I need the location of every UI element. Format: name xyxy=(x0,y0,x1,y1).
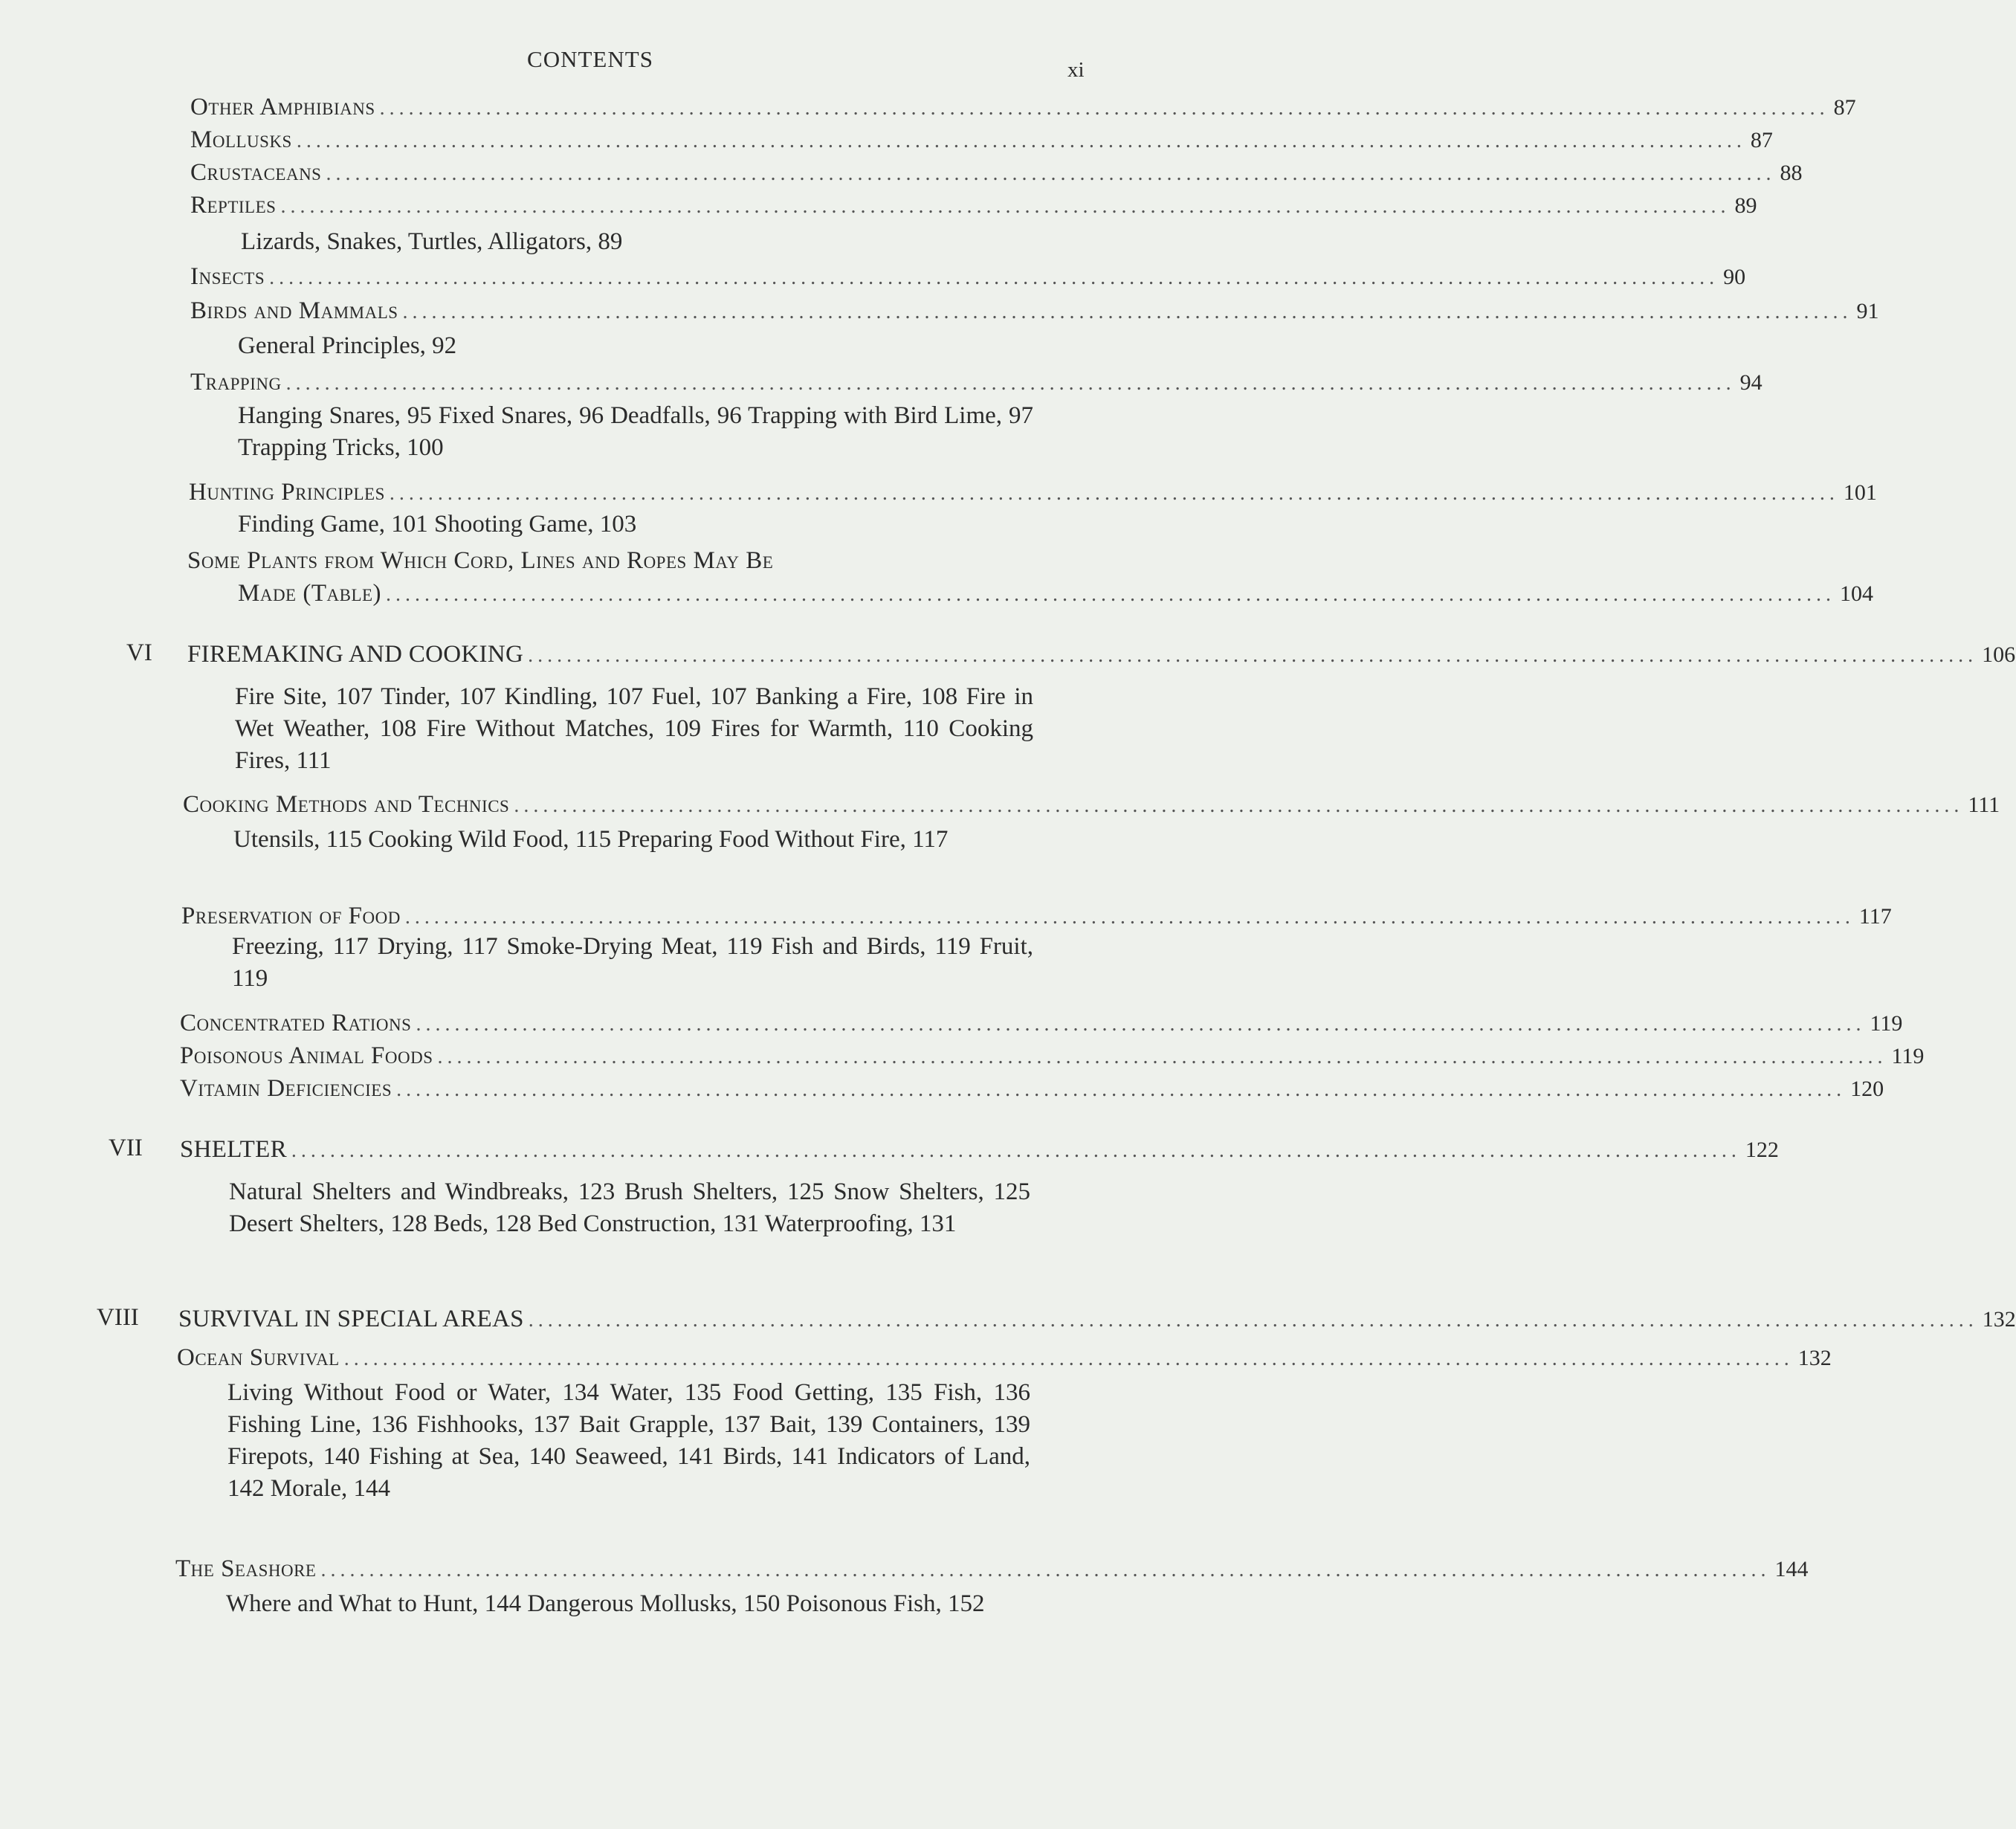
toc-entry-page: 122 xyxy=(1745,1138,1779,1162)
dot-leader: ...................................................................................................................................................... xyxy=(386,583,1836,606)
toc-entry-label: Other Amphibians xyxy=(190,94,375,120)
toc-entry-label: Preservation of Food xyxy=(181,903,401,929)
toc-entry-plants-cord-cont[interactable] xyxy=(238,578,1874,610)
toc-entry-page: 91 xyxy=(1856,299,1879,323)
dot-leader: ...................................................................................................................................................... xyxy=(528,1309,1978,1332)
toc-entry-label: Trapping xyxy=(190,369,282,396)
toc-entry-page: 89 xyxy=(1734,193,1757,218)
toc-entry-birds-mammals[interactable] xyxy=(190,296,1879,327)
toc-entry-label: Cooking Methods and Technics xyxy=(183,791,510,818)
toc-subentries-birds-mammals: General Principles, 92 xyxy=(238,332,457,359)
dot-leader: ...................................................................................................................................................... xyxy=(396,1078,1847,1101)
toc-entry-page: 117 xyxy=(1858,904,1892,929)
dot-leader: ...................................................................................................................................................... xyxy=(514,794,1964,817)
toc-entry-page: 90 xyxy=(1723,265,1746,289)
dot-leader: ...................................................................................................................................................... xyxy=(379,97,1829,120)
dot-leader: ...................................................................................................................................................... xyxy=(285,372,1736,395)
dot-leader: ...................................................................................................................................................... xyxy=(291,1139,1741,1162)
toc-chapter-shelter[interactable] xyxy=(180,1135,1779,1166)
toc-entry-vitamin-deficiencies[interactable] xyxy=(180,1074,1884,1105)
toc-entry-plants-cord[interactable] xyxy=(187,546,1038,575)
toc-entry-other-amphibians[interactable] xyxy=(190,92,1856,123)
toc-entry-page: 132 xyxy=(1797,1346,1832,1370)
toc-entry-reptiles[interactable] xyxy=(190,190,1757,222)
chapter-title: FIREMAKING AND COOKING xyxy=(187,641,524,668)
toc-entry-cooking-methods[interactable] xyxy=(183,790,2000,821)
toc-entry-label: Mollusks xyxy=(190,126,292,153)
toc-entry-page: 94 xyxy=(1739,370,1763,395)
dot-leader: ...................................................................................................................................................... xyxy=(437,1045,1887,1068)
toc-entry-page: 111 xyxy=(1968,793,2000,817)
chapter-title: SURVIVAL IN SPECIAL AREAS xyxy=(178,1306,524,1332)
toc-subentries-firemaking: Fire Site, 107 Tinder, 107 Kindling, 107 Fuel, 107 Banking a Fire, 108 Fire in Wet Weather, 108 Fire Without Matches, 109 Fires for Warmth, 110 Cooking Fires, 111 xyxy=(235,683,1033,774)
dot-leader: ...................................................................................................................................................... xyxy=(326,162,1776,185)
chapter-number: VII xyxy=(109,1135,143,1161)
dot-leader: ...................................................................................................................................................... xyxy=(404,906,1855,929)
dot-leader: ...................................................................................................................................................... xyxy=(416,1013,1866,1036)
toc-entry-page: 132 xyxy=(1982,1307,2016,1332)
toc-subentries-cooking-methods: Utensils, 115 Cooking Wild Food, 115 Preparing Food Without Fire, 117 xyxy=(233,826,949,853)
toc-chapter-firemaking[interactable] xyxy=(187,639,2016,671)
page-folio: xi xyxy=(1067,58,1085,82)
dot-leader: ...................................................................................................................................................... xyxy=(402,300,1852,323)
toc-entry-poisonous-animal-foods[interactable] xyxy=(180,1041,1925,1072)
toc-subentries-seashore: Where and What to Hunt, 144 Dangerous Mollusks, 150 Poisonous Fish, 152 xyxy=(226,1590,985,1617)
toc-entry-page: 106 xyxy=(1982,642,2016,667)
toc-subentries-reptiles: Lizards, Snakes, Turtles, Alligators, 89 xyxy=(241,228,623,255)
toc-entry-trapping[interactable] xyxy=(190,367,1763,399)
toc-entry-label: Reptiles xyxy=(190,192,277,219)
toc-entry-label: Poisonous Animal Foods xyxy=(180,1042,433,1069)
toc-subentries-ocean: Living Without Food or Water, 134 Water, 135 Food Getting, 135 Fish, 136 Fishing Line, 136 Fishhooks, 137 Bait Grapple, 137 Bait, 139 Containers, 139 Firepots, 140 Fishing at Sea, 140 Seaweed, 141 Birds, 141 Indicators of Land, 142 Morale, 144 xyxy=(227,1379,1030,1502)
toc-entry-page: 119 xyxy=(1891,1044,1925,1068)
toc-entry-crustaceans[interactable] xyxy=(190,158,1803,189)
toc-subentries-trapping: Hanging Snares, 95 Fixed Snares, 96 Deadfalls, 96 Trapping with Bird Lime, 97 Trapping Tricks, 100 xyxy=(238,402,1033,461)
toc-entry-label: Vitamin Deficiencies xyxy=(180,1075,392,1102)
toc-entry-page: 119 xyxy=(1870,1011,1903,1036)
toc-entry-preservation[interactable] xyxy=(181,901,1892,932)
toc-chapter-special-areas[interactable] xyxy=(178,1304,2016,1335)
toc-entry-label: Some Plants from Which Cord, Lines and Ropes May Be xyxy=(187,547,774,574)
toc-entry-hunting-principles[interactable] xyxy=(189,477,1877,509)
toc-entry-seashore[interactable] xyxy=(175,1554,1809,1585)
toc-entry-concentrated-rations[interactable] xyxy=(180,1008,1903,1039)
toc-entry-page: 120 xyxy=(1850,1077,1884,1101)
chapter-number: VI xyxy=(126,639,152,666)
dot-leader: ...................................................................................................................................................... xyxy=(296,129,1746,152)
toc-subentries-preservation: Freezing, 117 Drying, 117 Smoke-Drying Meat, 119 Fish and Birds, 119 Fruit, 119 xyxy=(232,933,1033,992)
dot-leader: ...................................................................................................................................................... xyxy=(343,1347,1794,1370)
toc-entry-mollusks[interactable] xyxy=(190,125,1773,156)
toc-entry-label: Hunting Principles xyxy=(189,479,385,506)
toc-entry-label: Ocean Survival xyxy=(177,1344,340,1371)
running-head: CONTENTS xyxy=(527,46,653,72)
dot-leader: ...................................................................................................................................................... xyxy=(280,195,1731,218)
toc-entry-page: 144 xyxy=(1774,1557,1809,1581)
toc-entry-label: Concentrated Rations xyxy=(180,1010,412,1036)
dot-leader: ...................................................................................................................................................... xyxy=(389,482,1839,505)
toc-entry-label: The Seashore xyxy=(175,1555,317,1582)
chapter-title: SHELTER xyxy=(180,1136,287,1163)
dot-leader: ...................................................................................................................................................... xyxy=(320,1558,1771,1581)
toc-entry-page: 104 xyxy=(1840,581,1874,606)
toc-entry-page: 88 xyxy=(1780,161,1803,185)
toc-subentries-shelter: Natural Shelters and Windbreaks, 123 Brush Shelters, 125 Snow Shelters, 125 Desert Shelters, 128 Beds, 128 Bed Construction, 131 Waterproofing, 131 xyxy=(229,1178,1030,1237)
toc-entry-page: 101 xyxy=(1843,480,1877,505)
chapter-number: VIII xyxy=(97,1304,139,1331)
toc-entry-label: Insects xyxy=(190,263,265,290)
toc-entry-label: Birds and Mammals xyxy=(190,297,398,324)
dot-leader: ...................................................................................................................................................... xyxy=(528,644,1978,667)
toc-entry-ocean-survival[interactable] xyxy=(177,1343,1832,1374)
toc-entry-label-continued: Made (Table) xyxy=(238,580,382,607)
toc-entry-insects[interactable] xyxy=(190,262,1746,293)
toc-entry-page: 87 xyxy=(1750,128,1773,152)
toc-entry-page: 87 xyxy=(1833,95,1856,120)
toc-entry-label: Crustaceans xyxy=(190,159,322,186)
dot-leader: ...................................................................................................................................................... xyxy=(269,266,1719,289)
toc-subentries-hunting: Finding Game, 101 Shooting Game, 103 xyxy=(238,511,637,538)
